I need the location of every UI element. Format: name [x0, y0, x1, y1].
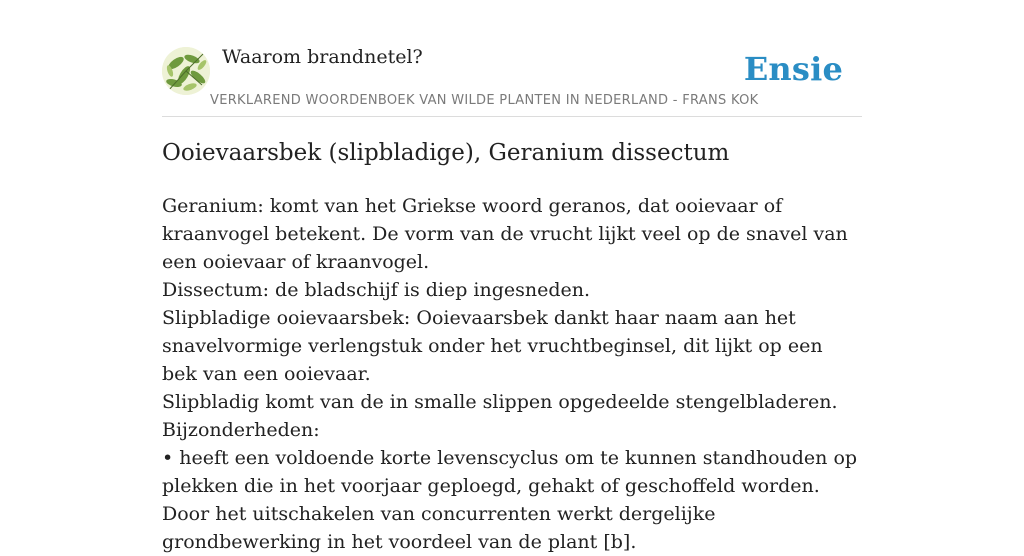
entry-title: Ooievaarsbek (slipbladige), Geranium dissectum — [162, 140, 730, 166]
page — [162, 0, 862, 553]
entry-paragraph: Bijzonderheden: — [162, 419, 320, 441]
entry-paragraph: Dissectum: de bladschijf is diep ingesneden. — [162, 279, 591, 301]
entry-paragraph: Slipbladig komt van de in smalle slippen opgedeelde stengelbladeren. — [162, 391, 838, 413]
leaf-avatar-icon[interactable] — [162, 47, 210, 95]
source-subtitle[interactable]: VERKLAREND WOORDENBOEK VAN WILDE PLANTEN IN NEDERLAND - FRANS KOK — [210, 93, 759, 108]
brand-logo[interactable]: Ensie — [743, 50, 843, 88]
entry-paragraph: Geranium: komt van het Griekse woord geranos, dat ooievaar of kraanvogel betekent. De vorm van de vrucht lijkt veel op de snavel van een ooievaar of kraanvogel. — [162, 195, 848, 273]
entry-paragraph: • heeft een voldoende korte levenscyclus om te kunnen standhouden op plekken die in het voorjaar geploegd, gehakt of geschoffeld worden. Door het uitschakelen van concurrenten werkt dergelijke grondbewerking in het voordeel van de plant [b]. — [162, 447, 858, 553]
question-link[interactable]: Waarom brandnetel? — [222, 46, 423, 68]
entry-body — [162, 192, 862, 556]
entry-paragraph: Slipbladige ooievaarsbek: Ooievaarsbek dankt haar naam aan het snavelvormige verlengstuk onder het vruchtbeginsel, dit lijkt op een bek van een ooievaar. — [162, 307, 823, 385]
header — [162, 0, 862, 117]
